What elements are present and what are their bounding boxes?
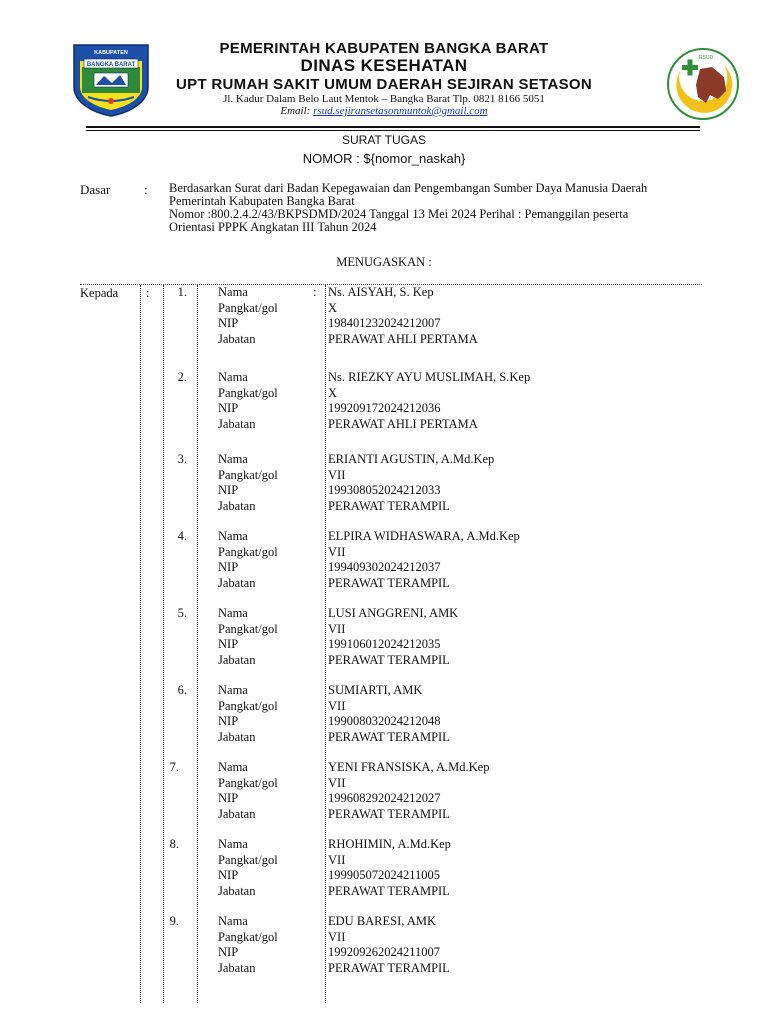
- field-value-nip: 198401232024212007: [328, 316, 441, 330]
- field-value-nip: 199308052024212033: [328, 483, 441, 497]
- field-value-nip: 199409302024212037: [328, 560, 441, 574]
- table-col-divider: [163, 285, 164, 1003]
- field-value-jabatan: PERAWAT TERAMPIL: [328, 498, 450, 513]
- field-value-jabatan: PERAWAT TERAMPIL: [328, 883, 450, 898]
- field-value-nama: YENI FRANSISKA, A.Md.Kep: [328, 760, 490, 774]
- field-value-nama: SUMIARTI, AMK: [328, 683, 423, 697]
- field-label-jabatan: Jabatan: [218, 729, 256, 744]
- assignee-number: 1.: [177, 285, 187, 299]
- field-label-nama: Nama: [218, 760, 248, 774]
- dasar-line: Nomor :800.2.4.2/43/BKPSDMD/2024 Tanggal 13 Mei 2024 Perihal : Pemanggilan peserta: [169, 207, 629, 221]
- menugaskan-heading: MENUGASKAN :: [336, 255, 432, 269]
- letter-title: SURAT TUGAS: [341, 133, 427, 147]
- field-label-nama: Nama: [218, 837, 248, 851]
- field-label-jabatan: Jabatan: [218, 498, 256, 513]
- field-value-nama: Ns. AISYAH, S. Kep: [328, 285, 434, 299]
- field-label-pangkat: Pangkat/gol: [218, 929, 278, 944]
- kepada-colon: :: [146, 286, 150, 300]
- field-label-nip: NIP: [218, 637, 239, 651]
- assignee-number: 5.: [177, 606, 187, 620]
- field-value-nama: LUSI ANGGRENI, AMK: [328, 606, 459, 620]
- field-value-pangkat: VII: [328, 852, 346, 867]
- field-colon: :: [313, 285, 317, 299]
- assignee-number: 9.: [169, 914, 179, 928]
- field-value-nama: ELPIRA WIDHASWARA, A.Md.Kep: [328, 529, 520, 543]
- rsud-logo-text: RSUD: [698, 55, 714, 61]
- field-value-nip: 199209262024211007: [328, 945, 441, 959]
- field-value-pangkat: X: [328, 385, 338, 400]
- field-value-pangkat: VII: [328, 544, 346, 559]
- field-label-nama: Nama: [218, 370, 248, 384]
- field-label-jabatan: Jabatan: [218, 652, 256, 667]
- header-hospital: UPT RUMAH SAKIT UMUM DAERAH SEJIRAN SETASON: [176, 76, 592, 93]
- table-col-divider: [197, 285, 198, 1003]
- assignee-number: 3.: [177, 452, 187, 466]
- field-label-nama: Nama: [218, 683, 248, 697]
- kepada-label: Kepada: [80, 286, 119, 300]
- field-value-nip: 199209172024212036: [328, 401, 441, 415]
- header-rule-thick: [86, 126, 700, 128]
- field-label-jabatan: Jabatan: [218, 331, 256, 346]
- header-rule-thin: [86, 130, 700, 131]
- field-value-nip: 199008032024212048: [328, 714, 441, 728]
- field-label-jabatan: Jabatan: [218, 575, 256, 590]
- dasar-colon: :: [144, 182, 148, 197]
- field-label-pangkat: Pangkat/gol: [218, 467, 278, 482]
- field-label-nama: Nama: [218, 529, 248, 543]
- assignee-number: 7.: [169, 760, 179, 774]
- email-label: Email:: [280, 105, 311, 117]
- dasar-text: [169, 182, 714, 234]
- field-label-pangkat: Pangkat/gol: [218, 300, 278, 315]
- field-value-pangkat: VII: [328, 929, 346, 944]
- field-label-nip: NIP: [218, 401, 239, 415]
- field-value-nip: 199608292024212027: [328, 791, 441, 805]
- header-email-line: [0, 105, 768, 117]
- field-value-pangkat: X: [328, 300, 338, 315]
- field-label-pangkat: Pangkat/gol: [218, 852, 278, 867]
- dasar-line: Orientasi PPPK Angkatan III Tahun 2024: [169, 220, 377, 234]
- logo-banner-text: BANGKA BARAT: [86, 62, 136, 68]
- field-value-nama: EDU BARESI, AMK: [328, 914, 436, 928]
- letter-number: NOMOR : ${nomor_naskah}: [302, 151, 466, 166]
- field-value-jabatan: PERAWAT TERAMPIL: [328, 575, 450, 590]
- email-link[interactable]: rsud.sejiransetasonmuntok@gmail.com: [313, 105, 488, 117]
- field-label-pangkat: Pangkat/gol: [218, 385, 278, 400]
- field-value-jabatan: PERAWAT TERAMPIL: [328, 806, 450, 821]
- field-value-jabatan: PERAWAT AHLI PERTAMA: [328, 416, 478, 431]
- field-value-nip: 199905072024211005: [328, 868, 441, 882]
- field-value-nip: 199106012024212035: [328, 637, 441, 651]
- field-label-nip: NIP: [218, 945, 239, 959]
- field-label-jabatan: Jabatan: [218, 883, 256, 898]
- assignee-number: 2.: [177, 370, 187, 384]
- field-label-nip: NIP: [218, 560, 239, 574]
- field-label-pangkat: Pangkat/gol: [218, 544, 278, 559]
- field-label-nip: NIP: [218, 714, 239, 728]
- header-government: PEMERINTAH KABUPATEN BANGKA BARAT: [219, 40, 549, 57]
- field-label-pangkat: Pangkat/gol: [218, 621, 278, 636]
- field-label-jabatan: Jabatan: [218, 416, 256, 431]
- field-value-nama: ERIANTI AGUSTIN, A.Md.Kep: [328, 452, 495, 466]
- field-label-nip: NIP: [218, 791, 239, 805]
- assignee-number: 4.: [177, 529, 187, 543]
- dasar-line: Pemerintah Kabupaten Bangka Barat: [169, 194, 355, 208]
- field-label-pangkat: Pangkat/gol: [218, 698, 278, 713]
- logo-top-text: KABUPATEN: [94, 50, 128, 56]
- field-value-nama: RHOHIMIN, A.Md.Kep: [328, 837, 451, 851]
- table-col-divider: [325, 285, 326, 1003]
- dasar-label: Dasar: [80, 182, 111, 197]
- header-address: Jl. Kadur Dalam Belo Laut Mentok – Bangka Barat Tlp. 0821 8166 5051: [223, 93, 545, 105]
- field-label-nip: NIP: [218, 868, 239, 882]
- field-value-jabatan: PERAWAT TERAMPIL: [328, 652, 450, 667]
- field-label-jabatan: Jabatan: [218, 806, 256, 821]
- field-value-jabatan: PERAWAT AHLI PERTAMA: [328, 331, 478, 346]
- field-value-pangkat: VII: [328, 698, 346, 713]
- dasar-line: Berdasarkan Surat dari Badan Kepegawaian dan Pengembangan Sumber Daya Manusia Daerah: [169, 181, 648, 195]
- field-value-jabatan: PERAWAT TERAMPIL: [328, 729, 450, 744]
- field-label-nama: Nama: [218, 452, 248, 466]
- field-value-pangkat: VII: [328, 621, 346, 636]
- field-value-nama: Ns. RIEZKY AYU MUSLIMAH, S.Kep: [328, 370, 531, 384]
- field-label-nama: Nama: [218, 914, 248, 928]
- field-value-pangkat: VII: [328, 775, 346, 790]
- field-value-pangkat: VII: [328, 467, 346, 482]
- field-label-jabatan: Jabatan: [218, 960, 256, 975]
- table-col-divider: [140, 285, 141, 1003]
- field-label-nip: NIP: [218, 483, 239, 497]
- header-department: DINAS KESEHATAN: [300, 56, 468, 75]
- field-value-jabatan: PERAWAT TERAMPIL: [328, 960, 450, 975]
- field-label-nip: NIP: [218, 316, 239, 330]
- assignee-number: 8.: [169, 837, 179, 851]
- field-label-nama: Nama: [218, 285, 248, 299]
- field-label-pangkat: Pangkat/gol: [218, 775, 278, 790]
- assignee-number: 6.: [177, 683, 187, 697]
- field-label-nama: Nama: [218, 606, 248, 620]
